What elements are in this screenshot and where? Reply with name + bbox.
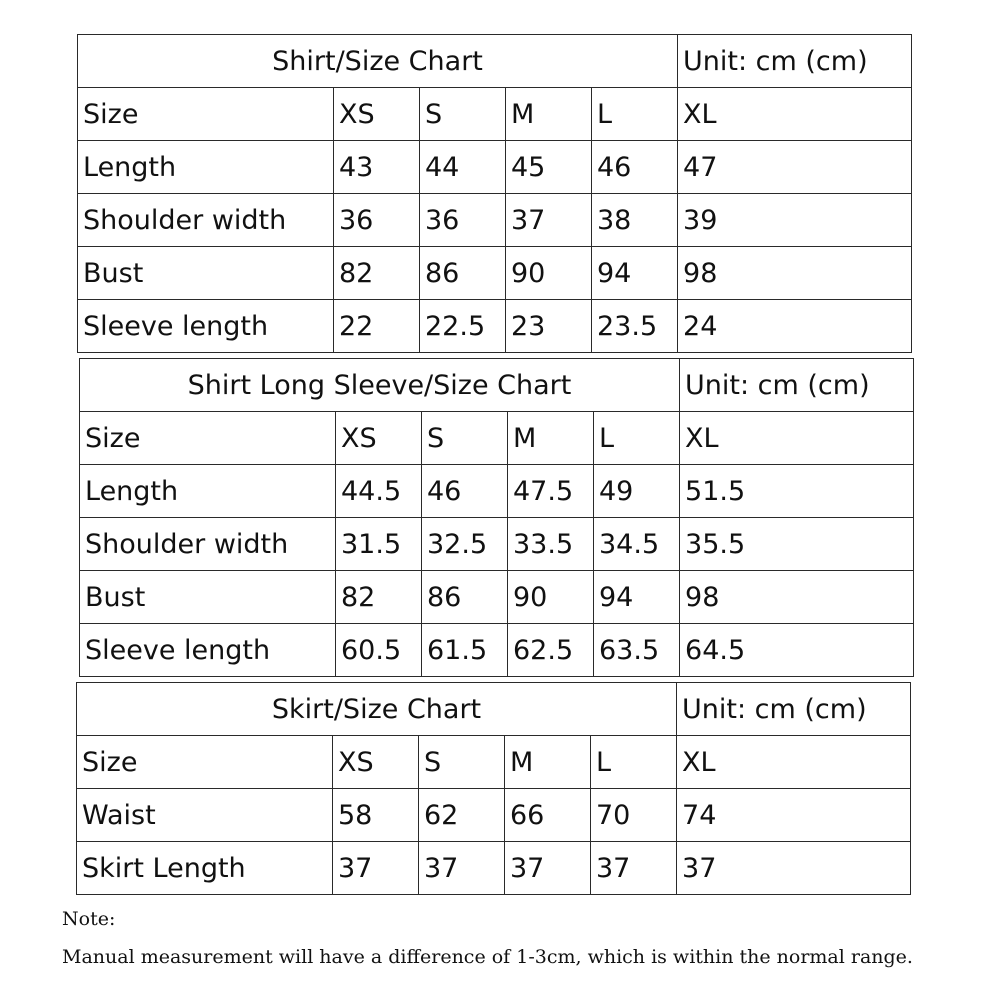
value-cell: 60.5 (336, 624, 422, 677)
shirt-size-chart (77, 34, 912, 353)
row-label-cell: Sleeve length (78, 300, 334, 353)
size-header-cell: L (591, 736, 677, 789)
chart-title: Skirt/Size Chart (77, 683, 677, 736)
size-header-cell: XL (678, 88, 912, 141)
size-header-cell: M (505, 736, 591, 789)
value-cell: 82 (336, 571, 422, 624)
value-cell: 47.5 (508, 465, 594, 518)
measurement-row (77, 842, 911, 895)
value-cell: 86 (422, 571, 508, 624)
measurement-row (77, 789, 911, 842)
value-cell: 49 (594, 465, 680, 518)
value-cell: 39 (678, 194, 912, 247)
size-header-cell: S (419, 736, 505, 789)
size-header-cell: M (508, 412, 594, 465)
note-label: Note: (62, 908, 116, 930)
value-cell: 43 (334, 141, 420, 194)
size-header-row (80, 412, 914, 465)
value-cell: 90 (508, 571, 594, 624)
size-header-cell: L (594, 412, 680, 465)
chart-title-row (80, 359, 914, 412)
row-label-cell: Waist (77, 789, 333, 842)
shirt-long-sleeve-size-chart-body (80, 359, 914, 677)
size-header-cell: XS (336, 412, 422, 465)
value-cell: 22 (334, 300, 420, 353)
value-cell: 32.5 (422, 518, 508, 571)
chart-unit: Unit: cm (cm) (678, 35, 912, 88)
row-label-cell: Size (77, 736, 333, 789)
row-label-cell: Length (78, 141, 334, 194)
value-cell: 51.5 (680, 465, 914, 518)
measurement-row (78, 141, 912, 194)
value-cell: 58 (333, 789, 419, 842)
value-cell: 64.5 (680, 624, 914, 677)
value-cell: 82 (334, 247, 420, 300)
value-cell: 70 (591, 789, 677, 842)
value-cell: 66 (505, 789, 591, 842)
value-cell: 37 (333, 842, 419, 895)
shirt-long-sleeve-size-chart (79, 358, 914, 677)
size-header-cell: XS (334, 88, 420, 141)
size-header-cell: S (420, 88, 506, 141)
value-cell: 46 (422, 465, 508, 518)
value-cell: 33.5 (508, 518, 594, 571)
row-label-cell: Shoulder width (80, 518, 336, 571)
value-cell: 44.5 (336, 465, 422, 518)
value-cell: 45 (506, 141, 592, 194)
row-label-cell: Size (80, 412, 336, 465)
value-cell: 98 (680, 571, 914, 624)
value-cell: 94 (592, 247, 678, 300)
size-header-cell: L (592, 88, 678, 141)
value-cell: 62 (419, 789, 505, 842)
row-label-cell: Shoulder width (78, 194, 334, 247)
row-label-cell: Length (80, 465, 336, 518)
value-cell: 44 (420, 141, 506, 194)
measurement-row (78, 194, 912, 247)
row-label-cell: Bust (78, 247, 334, 300)
chart-title-row (77, 683, 911, 736)
size-header-row (78, 88, 912, 141)
measurement-row (80, 571, 914, 624)
row-label-cell: Sleeve length (80, 624, 336, 677)
value-cell: 94 (594, 571, 680, 624)
value-cell: 62.5 (508, 624, 594, 677)
value-cell: 23 (506, 300, 592, 353)
measurement-row (78, 300, 912, 353)
value-cell: 36 (420, 194, 506, 247)
value-cell: 37 (419, 842, 505, 895)
chart-title-row (78, 35, 912, 88)
value-cell: 47 (678, 141, 912, 194)
value-cell: 31.5 (336, 518, 422, 571)
chart-title: Shirt Long Sleeve/Size Chart (80, 359, 680, 412)
value-cell: 86 (420, 247, 506, 300)
value-cell: 37 (591, 842, 677, 895)
value-cell: 37 (506, 194, 592, 247)
measurement-row (80, 624, 914, 677)
value-cell: 36 (334, 194, 420, 247)
shirt-size-chart-body (78, 35, 912, 353)
value-cell: 22.5 (420, 300, 506, 353)
value-cell: 23.5 (592, 300, 678, 353)
value-cell: 35.5 (680, 518, 914, 571)
value-cell: 61.5 (422, 624, 508, 677)
value-cell: 46 (592, 141, 678, 194)
value-cell: 90 (506, 247, 592, 300)
value-cell: 37 (677, 842, 911, 895)
chart-unit: Unit: cm (cm) (680, 359, 914, 412)
value-cell: 34.5 (594, 518, 680, 571)
skirt-size-chart (76, 682, 911, 895)
row-label-cell: Size (78, 88, 334, 141)
size-header-cell: S (422, 412, 508, 465)
measurement-row (78, 247, 912, 300)
chart-unit: Unit: cm (cm) (677, 683, 911, 736)
value-cell: 98 (678, 247, 912, 300)
value-cell: 37 (505, 842, 591, 895)
chart-title: Shirt/Size Chart (78, 35, 678, 88)
row-label-cell: Skirt Length (77, 842, 333, 895)
size-header-cell: M (506, 88, 592, 141)
measurement-row (80, 518, 914, 571)
size-header-cell: XL (680, 412, 914, 465)
measurement-row (80, 465, 914, 518)
size-header-cell: XL (677, 736, 911, 789)
skirt-size-chart-body (77, 683, 911, 895)
value-cell: 24 (678, 300, 912, 353)
size-header-row (77, 736, 911, 789)
value-cell: 63.5 (594, 624, 680, 677)
note-text: Manual measurement will have a difference of 1-3cm, which is within the normal range. (62, 946, 913, 968)
size-header-cell: XS (333, 736, 419, 789)
row-label-cell: Bust (80, 571, 336, 624)
value-cell: 38 (592, 194, 678, 247)
value-cell: 74 (677, 789, 911, 842)
